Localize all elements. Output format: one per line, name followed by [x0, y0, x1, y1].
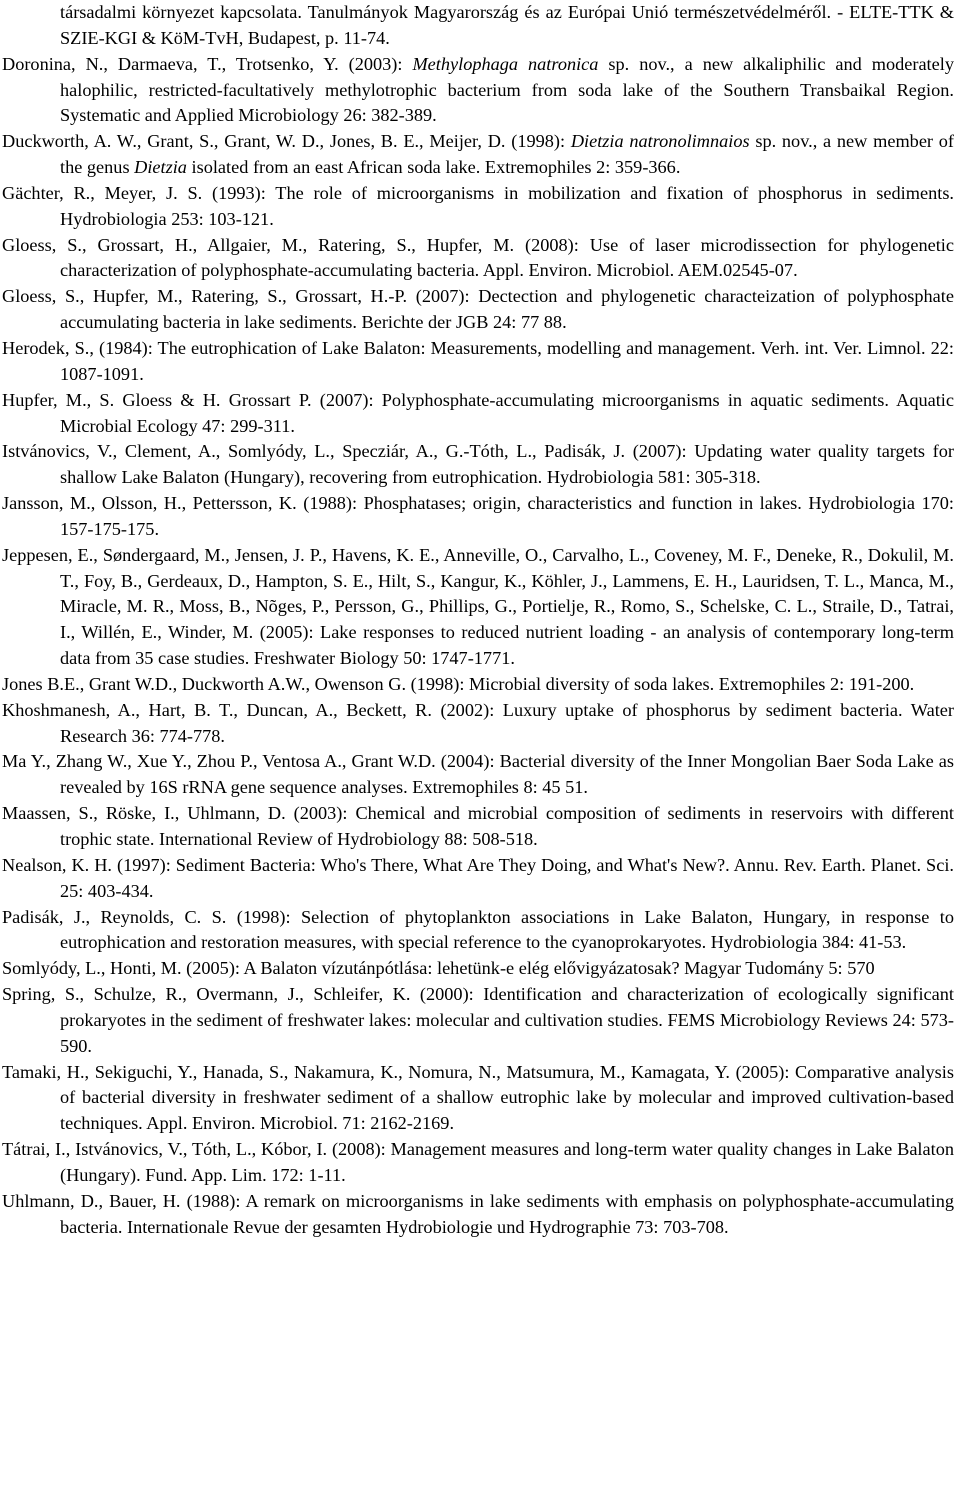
reference-entry: Gloess, S., Hupfer, M., Ratering, S., Grossart, H.-P. (2007): Dectection and phylogenetic characteization of polyphosphate accumulating bacteria in lake sediments. Berichte der JGB 24: 77 88.: [2, 286, 954, 333]
reference-entry: Hupfer, M., S. Gloess & H. Grossart P. (2007): Polyphosphate-accumulating microorganisms in aquatic sediments. Aquatic Microbial Ecology 47: 299-311.: [2, 389, 954, 436]
reference-entry: Duckworth, A. W., Grant, S., Grant, W. D., Jones, B. E., Meijer, D. (1998): Dietzia natronolimnaios sp. nov., a new member of the genus Dietzia isolated from an east African soda lake. Extremophiles 2: 359-366.: [2, 131, 954, 178]
reference-entry: Nealson, K. H. (1997): Sediment Bacteria: Who's There, What Are They Doing, and What's New?. Annu. Rev. Earth. Planet. Sci. 25: 403-434.: [2, 854, 954, 901]
reference-continuation: társadalmi környezet kapcsolata. Tanulmányok Magyarország és az Európai Unió természetvédelméről. - ELTE-TTK & SZIE-KGI & KöM-TvH, Budapest, p. 11-74.: [60, 2, 954, 48]
reference-entry: Herodek, S., (1984): The eutrophication of Lake Balaton: Measurements, modelling and management. Verh. int. Ver. Limnol. 22: 1087-1091.: [2, 337, 954, 384]
reference-entry: Tamaki, H., Sekiguchi, Y., Hanada, S., Nakamura, K., Nomura, N., Matsumura, M., Kamagata, Y. (2005): Comparative analysis of bacterial diversity in freshwater sediment of a shallow eutrophic lake by molecular and improved cultivation-based techniques. Appl. Environ. Microbiol. 71: 2162-2169.: [2, 1061, 954, 1134]
reference-entry: Jansson, M., Olsson, H., Pettersson, K. (1988): Phosphatases; origin, characteristics and function in lakes. Hydrobiologia 170: 157-175-175.: [2, 493, 954, 539]
reference-entry: Doronina, N., Darmaeva, T., Trotsenko, Y. (2003): Methylophaga natronica sp. nov., a new alkaliphilic and moderately halophilic, restricted-facultatively methylotrophic bacterium from soda lake of the Southern Transbaikal Region. Systematic and Applied Microbiology 26: 382-389.: [2, 53, 954, 126]
reference-entry: Tátrai, I., Istvánovics, V., Tóth, L., Kóbor, I. (2008): Management measures and long-term water quality changes in Lake Balaton (Hungary). Fund. App. Lim. 172: 1-11.: [2, 1139, 954, 1185]
reference-entry: Ma Y., Zhang W., Xue Y., Zhou P., Ventosa A., Grant W.D. (2004): Bacterial diversity of the Inner Mongolian Baer Soda Lake as revealed by 16S rRNA gene sequence analyses. Extremophiles 8: 45 51.: [2, 751, 954, 798]
reference-entry: Istvánovics, V., Clement, A., Somlyódy, L., Specziár, A., G.-Tóth, L., Padisák, J. (2007): Updating water quality targets for shallow Lake Balaton (Hungary), recovering from eutrophication. Hydrobiologia 581: 305-318.: [2, 441, 954, 488]
reference-entry: Uhlmann, D., Bauer, H. (1988): A remark on microorganisms in lake sediments with emphasis on polyphosphate-accumulating bacteria. Internationale Revue der gesamten Hydrobiologie und Hydrographie 73: 703-708.: [2, 1190, 954, 1237]
reference-entry: Somlyódy, L., Honti, M. (2005): A Balaton vízutánpótlása: lehetünk-e elég elővigyázatosak? Magyar Tudomány 5: 570: [2, 958, 875, 979]
reference-entry: Padisák, J., Reynolds, C. S. (1998): Selection of phytoplankton associations in Lake Balaton, Hungary, in response to eutrophication and restoration measures, with special reference to the cyanoprokaryotes. Hydrobiologia 384: 41-53.: [2, 906, 954, 953]
reference-entry: Khoshmanesh, A., Hart, B. T., Duncan, A., Beckett, R. (2002): Luxury uptake of phosphorus by sediment bacteria. Water Research 36: 774-778.: [2, 699, 954, 746]
reference-entry: Gloess, S., Grossart, H., Allgaier, M., Ratering, S., Hupfer, M. (2008): Use of laser microdissection for phylogenetic characterization of polyphosphate-accumulating bacteria. Appl. Environ. Microbiol. AEM.02545-07.: [2, 234, 954, 281]
reference-entry: Spring, S., Schulze, R., Overmann, J., Schleifer, K. (2000): Identification and characterization of ecologically significant prokaryotes in the sediment of freshwater lakes: molecular and cultivation studies. FEMS Microbiology Reviews 24: 573-590.: [2, 984, 954, 1056]
reference-entry: Jones B.E., Grant W.D., Duckworth A.W., Owenson G. (1998): Microbial diversity of soda lakes. Extremophiles 2: 191-200.: [2, 673, 915, 694]
reference-entry: Gächter, R., Meyer, J. S. (1993): The role of microorganisms in mobilization and fixation of phosphorus in sediments. Hydrobiologia 253: 103-121.: [2, 182, 954, 229]
reference-entry: Maassen, S., Röske, I., Uhlmann, D. (2003): Chemical and microbial composition of sediments in reservoirs with different trophic state. International Review of Hydrobiology 88: 508-518.: [2, 803, 954, 849]
reference-entry: Jeppesen, E., Søndergaard, M., Jensen, J. P., Havens, K. E., Anneville, O., Carvalho, L., Coveney, M. F., Deneke, R., Dokulil, M. T., Foy, B., Gerdeaux, D., Hampton, S. E., Hilt, S., Kangur, K., Köhler, J., Lammens, E. H., Lauridsen, T. L., Manca, M., Miracle, M. R., Moss, B., Nõges, P., Persson, G., Phillips, G., Portielje, R., Romo, S., Schelske, C. L., Straile, D., Tatrai, I., Willén, E., Winder, M. (2005): Lake responses to reduced nutrient loading - an analysis of contemporary long-term data from 35 case studies. Freshwater Biology 50: 1747-1771.: [2, 544, 954, 669]
